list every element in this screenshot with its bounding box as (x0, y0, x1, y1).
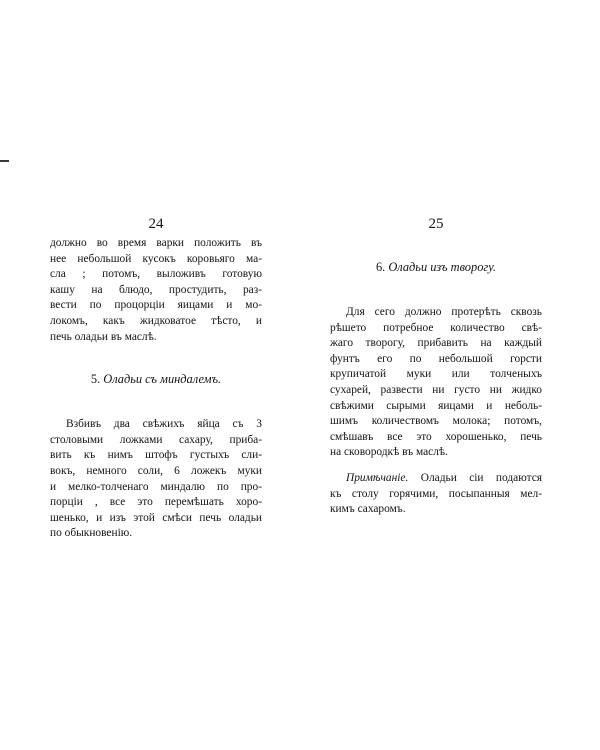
text-line: вокъ, немного соли, 6 ложекъ муки (50, 464, 262, 477)
text-line: кимъ сахаромъ. (330, 503, 406, 516)
right-page (330, 215, 542, 518)
recipe-title: Оладьи съ миндалемъ. (103, 372, 222, 387)
text-line: къ столу горячими, посыпанныя мел- (330, 487, 542, 500)
text-line: жаго творогу, прибавить на каждый (330, 337, 542, 350)
recipe-number: 6. (375, 260, 386, 274)
text-line: вести по процорціи яицами и мо- (50, 299, 262, 312)
text-line: должно во время варки положить въ (50, 237, 262, 249)
note-text: Оладьи сіи подаются (420, 471, 542, 484)
text-line: Взбивъ два свѣжихъ яйца съ 3 (66, 418, 262, 431)
note-paragraph (330, 471, 542, 518)
note-first-line (330, 471, 542, 487)
text-line: печь оладьи въ маслѣ. (50, 330, 157, 343)
page-number-right: 25 (428, 216, 444, 232)
text-line: шимъ количествомъ молока; потомъ, (330, 415, 542, 428)
recipe-heading-6 (330, 259, 542, 275)
note-label: Примѣчаніе. (346, 471, 409, 484)
text-line: кашу на блюдо, простудить, раз- (50, 283, 262, 296)
text-line: столовыми ложками сахару, приба- (50, 433, 262, 446)
text-line: вить къ нимъ штофъ густыхъ сли- (50, 449, 262, 462)
text-line: локомъ, какъ жидковатое тѣсто, и (50, 314, 262, 327)
text-line: крупичатой муки или толченыхъ (330, 368, 542, 381)
text-line: на сковородкѣ въ маслѣ. (330, 446, 448, 459)
text-line: нее небольшой кусокъ коровьяго ма- (50, 252, 262, 265)
text-line: и мелко-толченаго миндалю по про- (50, 480, 262, 493)
left-page (50, 215, 262, 542)
text-line: по обыкновенію. (50, 527, 133, 540)
recipe-5-paragraph (50, 417, 262, 542)
recipe-title: Оладьи изъ творогу. (388, 260, 497, 274)
text-line: рѣшето потребное количество свѣ- (330, 321, 542, 334)
text-line: смѣшавъ все это хорошенько, печь (330, 430, 542, 443)
left-continuation-paragraph (50, 236, 262, 345)
text-line: фунтъ его по небольшой горсти (330, 352, 542, 365)
recipe-number: 5. (90, 372, 101, 387)
recipe-6-paragraph (330, 305, 542, 461)
text-line: шенько, и изъ этой смѣси печь оладьи (50, 511, 262, 524)
text-line: сла ; потомъ, выложивъ готовую (50, 268, 262, 281)
scan-edge-mark (0, 160, 9, 162)
text-line: порціи , все это перемѣшать хоро- (50, 496, 262, 509)
text-line: Для сего должно протерѣть сквозь (346, 306, 542, 318)
recipe-heading-5 (50, 371, 262, 387)
page-number-left: 24 (148, 216, 164, 232)
text-line: свѣжими сырыми яицами и неболь- (330, 399, 542, 412)
text-line: сухарей, развести ни густо ни жидко (330, 383, 542, 396)
